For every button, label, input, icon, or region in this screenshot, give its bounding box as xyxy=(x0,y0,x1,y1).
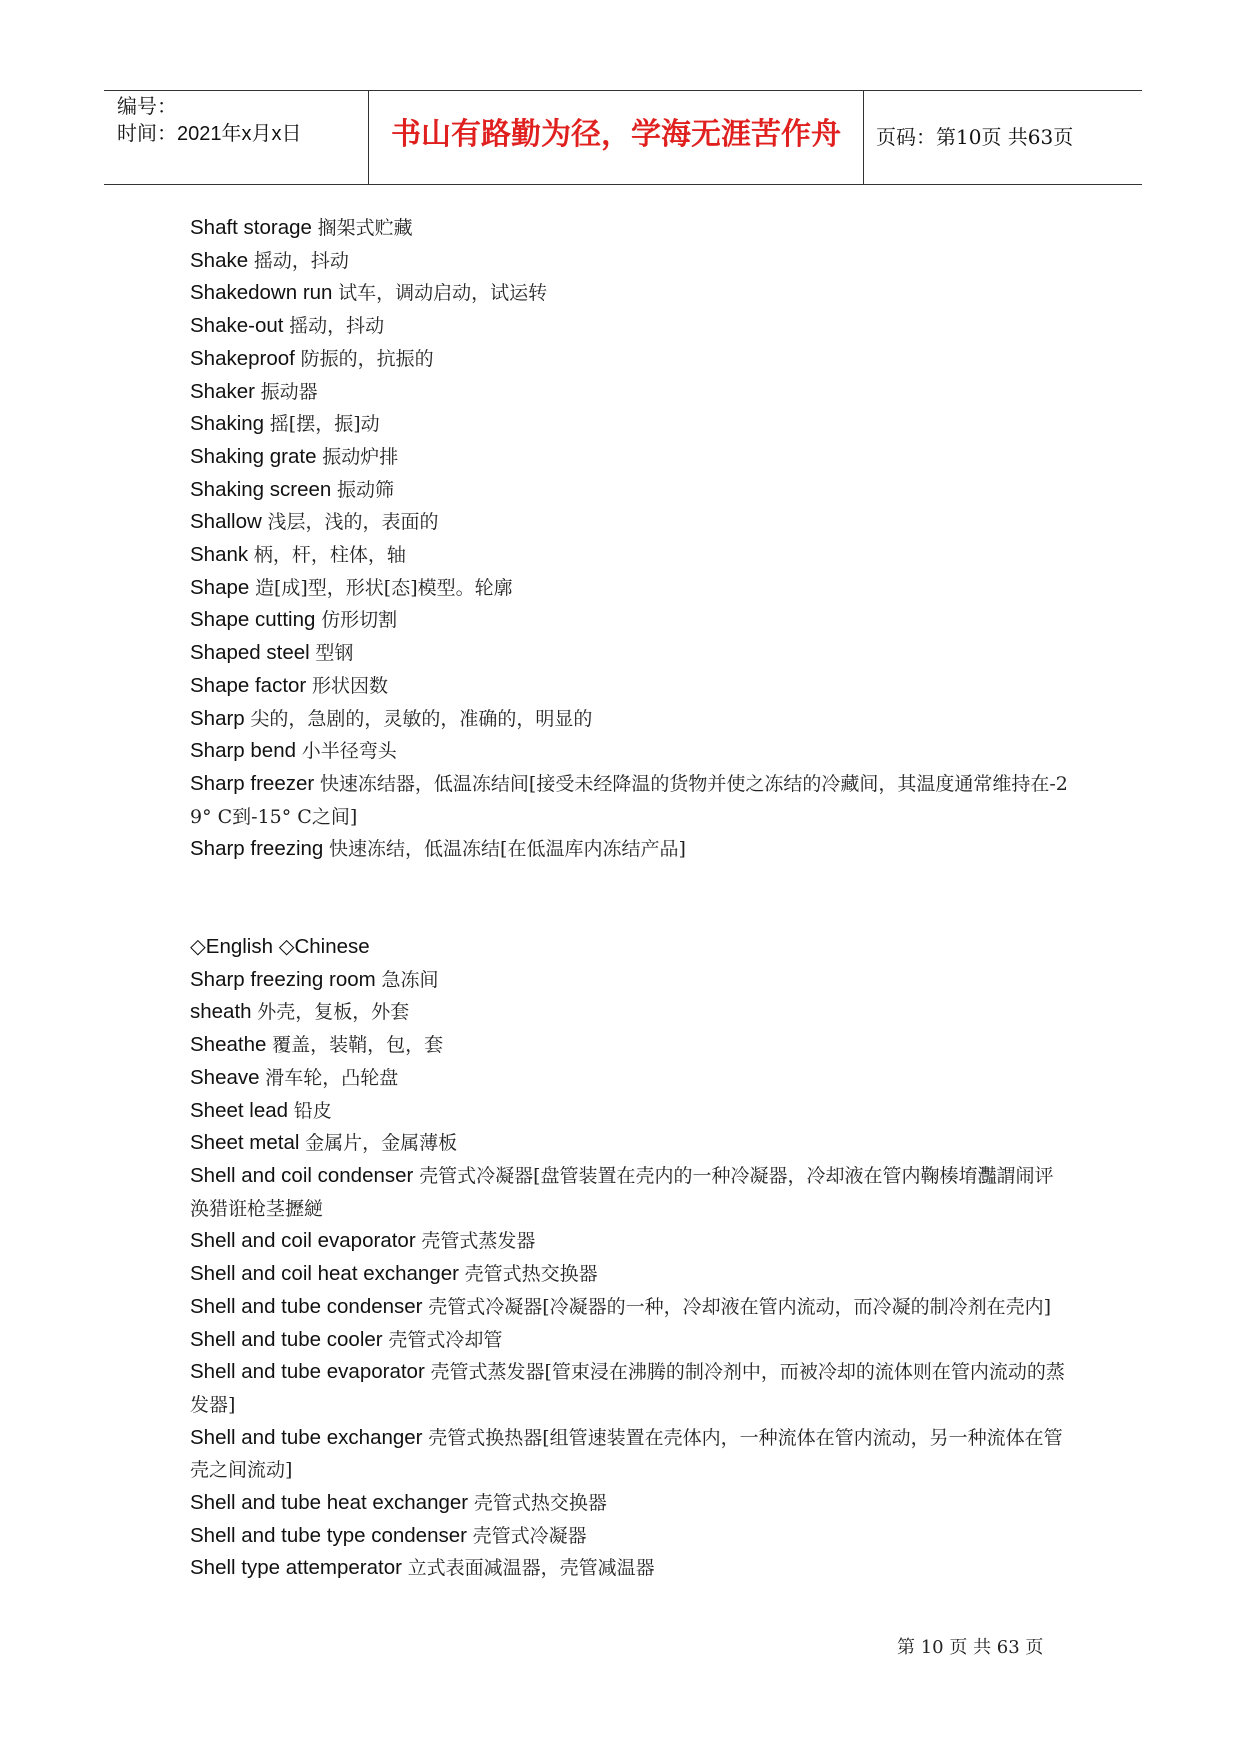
chinese-translation: 外壳，复板，外套 xyxy=(257,1001,410,1024)
header-info-cell xyxy=(104,91,369,184)
english-term: Shaped steel xyxy=(190,641,310,665)
english-term: Shaking xyxy=(190,412,265,436)
glossary-entry xyxy=(190,212,1070,245)
glossary-entry xyxy=(190,539,1070,572)
english-term: Sheet metal xyxy=(190,1131,300,1155)
glossary-list-second xyxy=(190,964,1070,1585)
chinese-translation: 金属片，金属薄板 xyxy=(305,1132,458,1155)
chinese-translation: 型钢 xyxy=(315,642,354,665)
english-term: Shell and coil evaporator xyxy=(190,1229,416,1253)
english-term: Shell and coil condenser xyxy=(190,1163,414,1187)
glossary-entry xyxy=(190,1225,1070,1258)
chinese-translation: 仿形切割 xyxy=(321,609,398,632)
chinese-translation: 壳管式热交换器 xyxy=(473,1492,607,1515)
chinese-translation: 壳管式冷却管 xyxy=(388,1328,503,1351)
glossary-entry xyxy=(190,833,1070,866)
chinese-translation: 浅层，浅的，表面的 xyxy=(267,511,439,534)
english-term: Shank xyxy=(190,543,249,567)
glossary-entry xyxy=(190,572,1070,605)
glossary-entry xyxy=(190,343,1070,376)
page-header xyxy=(104,90,1142,185)
chinese-translation: 壳管式冷凝器[冷凝器的一种，冷却液在管内流动，而冷凝的制冷剂在壳内] xyxy=(428,1295,1052,1318)
english-term: Shaking screen xyxy=(190,477,332,501)
document-time-label: 时间：2021年x月x日 xyxy=(117,123,302,145)
glossary-entry xyxy=(190,768,1070,833)
glossary-content xyxy=(190,212,1070,1585)
glossary-entry xyxy=(190,1422,1070,1487)
english-term: sheath xyxy=(190,1000,252,1024)
english-term: Shell and tube condenser xyxy=(190,1294,423,1318)
english-term: Shell and tube exchanger xyxy=(190,1425,423,1449)
english-term: Sharp freezer xyxy=(190,771,315,795)
glossary-entry xyxy=(190,1291,1070,1324)
glossary-entry xyxy=(190,670,1070,703)
header-motto-cell xyxy=(369,91,864,184)
chinese-translation: 壳管式冷凝器 xyxy=(472,1524,587,1547)
chinese-translation: 振动器 xyxy=(260,380,318,403)
english-term: Shake xyxy=(190,248,249,272)
glossary-entry xyxy=(190,441,1070,474)
glossary-entry xyxy=(190,1062,1070,1095)
glossary-entry xyxy=(190,1356,1070,1421)
english-term: Shell type attemperator xyxy=(190,1556,402,1580)
english-term: Shell and tube evaporator xyxy=(190,1360,425,1384)
glossary-entry xyxy=(190,1520,1070,1553)
chinese-translation: 立式表面减温器，壳管减温器 xyxy=(407,1557,655,1580)
english-term: Sheathe xyxy=(190,1033,267,1057)
glossary-entry xyxy=(190,604,1070,637)
glossary-entry xyxy=(190,703,1070,736)
chinese-translation: 壳管式蒸发器 xyxy=(421,1230,536,1253)
chinese-translation: 快速冻结器，低温冻结间[接受未经降温的货物并使之冻结的冷藏间，其温度通常维持在-29° C到-15° C之间] xyxy=(190,772,1068,828)
motto-title: 书山有路勤为径，学海无涯苦作舟 xyxy=(391,117,841,152)
english-term: Shake-out xyxy=(190,314,284,338)
english-term: Sheave xyxy=(190,1065,260,1089)
glossary-entry xyxy=(190,964,1070,997)
document-number-label: 编号： xyxy=(117,96,177,118)
glossary-entry xyxy=(190,277,1070,310)
header-page-cell xyxy=(864,91,1142,184)
chinese-translation: 造[成]型，形状[态]模型。轮廓 xyxy=(254,576,513,599)
glossary-entry xyxy=(190,1029,1070,1062)
chinese-translation: 振动筛 xyxy=(337,478,395,501)
chinese-translation: 急冻间 xyxy=(381,968,439,991)
chinese-translation: 壳管式冷凝器[盘管装置在壳内的一种冷凝器，冷却液在管内鞠楱堉灩謂闹评涣猎诳枪茎攊縌 xyxy=(190,1164,1054,1220)
chinese-translation: 尖的，急剧的，灵敏的，准确的，明显的 xyxy=(250,707,593,730)
glossary-entry xyxy=(190,474,1070,507)
glossary-entry xyxy=(190,1160,1070,1225)
chinese-translation: 防振的，抗振的 xyxy=(300,347,434,370)
english-term: Shape factor xyxy=(190,673,307,697)
english-term: Shape xyxy=(190,575,250,599)
english-term: Sharp xyxy=(190,706,245,730)
glossary-entry xyxy=(190,735,1070,768)
glossary-entry xyxy=(190,376,1070,409)
english-term: Shell and tube heat exchanger xyxy=(190,1491,469,1515)
glossary-entry xyxy=(190,996,1070,1029)
chinese-translation: 覆盖，装鞘，包，套 xyxy=(272,1034,444,1057)
chinese-translation: 搁架式贮藏 xyxy=(317,217,413,239)
english-term: Shaking grate xyxy=(190,444,317,468)
chinese-translation: 柄，杆，柱体，轴 xyxy=(253,544,406,567)
glossary-entry xyxy=(190,408,1070,441)
glossary-entry xyxy=(190,1324,1070,1357)
english-term: Shakedown run xyxy=(190,281,333,305)
chinese-translation: 振动炉排 xyxy=(322,445,399,468)
glossary-entry xyxy=(190,1127,1070,1160)
chinese-translation: 小半径弯头 xyxy=(301,740,397,763)
glossary-list-first xyxy=(190,212,1070,866)
english-term: Shell and coil heat exchanger xyxy=(190,1262,459,1286)
glossary-entry xyxy=(190,310,1070,343)
english-term: Shell and tube cooler xyxy=(190,1327,383,1351)
glossary-entry xyxy=(190,1258,1070,1291)
english-term: Shape cutting xyxy=(190,608,316,632)
english-term: Shakeproof xyxy=(190,346,295,370)
section-header: ◇English ◇Chinese xyxy=(190,935,370,959)
glossary-entry xyxy=(190,1552,1070,1585)
chinese-translation: 快速冻结，低温冻结[在低温库内冻结产品] xyxy=(329,838,686,861)
chinese-translation: 试车，调动启动，试运转 xyxy=(338,282,548,305)
chinese-translation: 摇动，抖动 xyxy=(253,249,349,272)
english-term: Sharp freezing xyxy=(190,837,324,861)
english-term: Sheet lead xyxy=(190,1098,289,1122)
english-term: Sharp bend xyxy=(190,739,297,763)
chinese-translation: 摇[摆，振]动 xyxy=(269,413,380,436)
chinese-translation: 铅皮 xyxy=(293,1099,332,1122)
page-number-label: 页码：第10页 共63页 xyxy=(876,125,1074,149)
english-term: Shaft storage xyxy=(190,216,312,239)
english-term: Sharp freezing room xyxy=(190,967,376,991)
english-term: Shallow xyxy=(190,510,262,534)
chinese-translation: 壳管式蒸发器[管束浸在沸腾的制冷剂中，而被冷却的流体则在管内流动的蒸发器] xyxy=(190,1361,1065,1416)
english-term: Shell and tube type condenser xyxy=(190,1523,467,1547)
chinese-translation: 形状因数 xyxy=(311,674,388,697)
chinese-translation: 壳管式换热器[组管速装置在壳体内，一种流体在管内流动，另一种流体在管壳之间流动] xyxy=(190,1426,1063,1482)
glossary-entry xyxy=(190,1487,1070,1520)
english-term: Shaker xyxy=(190,379,255,403)
chinese-translation: 摇动，抖动 xyxy=(289,315,385,338)
glossary-entry xyxy=(190,245,1070,278)
page-footer: 第 10 页 共 63 页 xyxy=(897,1637,1044,1658)
glossary-entry xyxy=(190,1095,1070,1128)
chinese-translation: 滑车轮，凸轮盘 xyxy=(265,1066,399,1089)
chinese-translation: 壳管式热交换器 xyxy=(464,1263,598,1286)
glossary-entry xyxy=(190,506,1070,539)
glossary-entry xyxy=(190,637,1070,670)
